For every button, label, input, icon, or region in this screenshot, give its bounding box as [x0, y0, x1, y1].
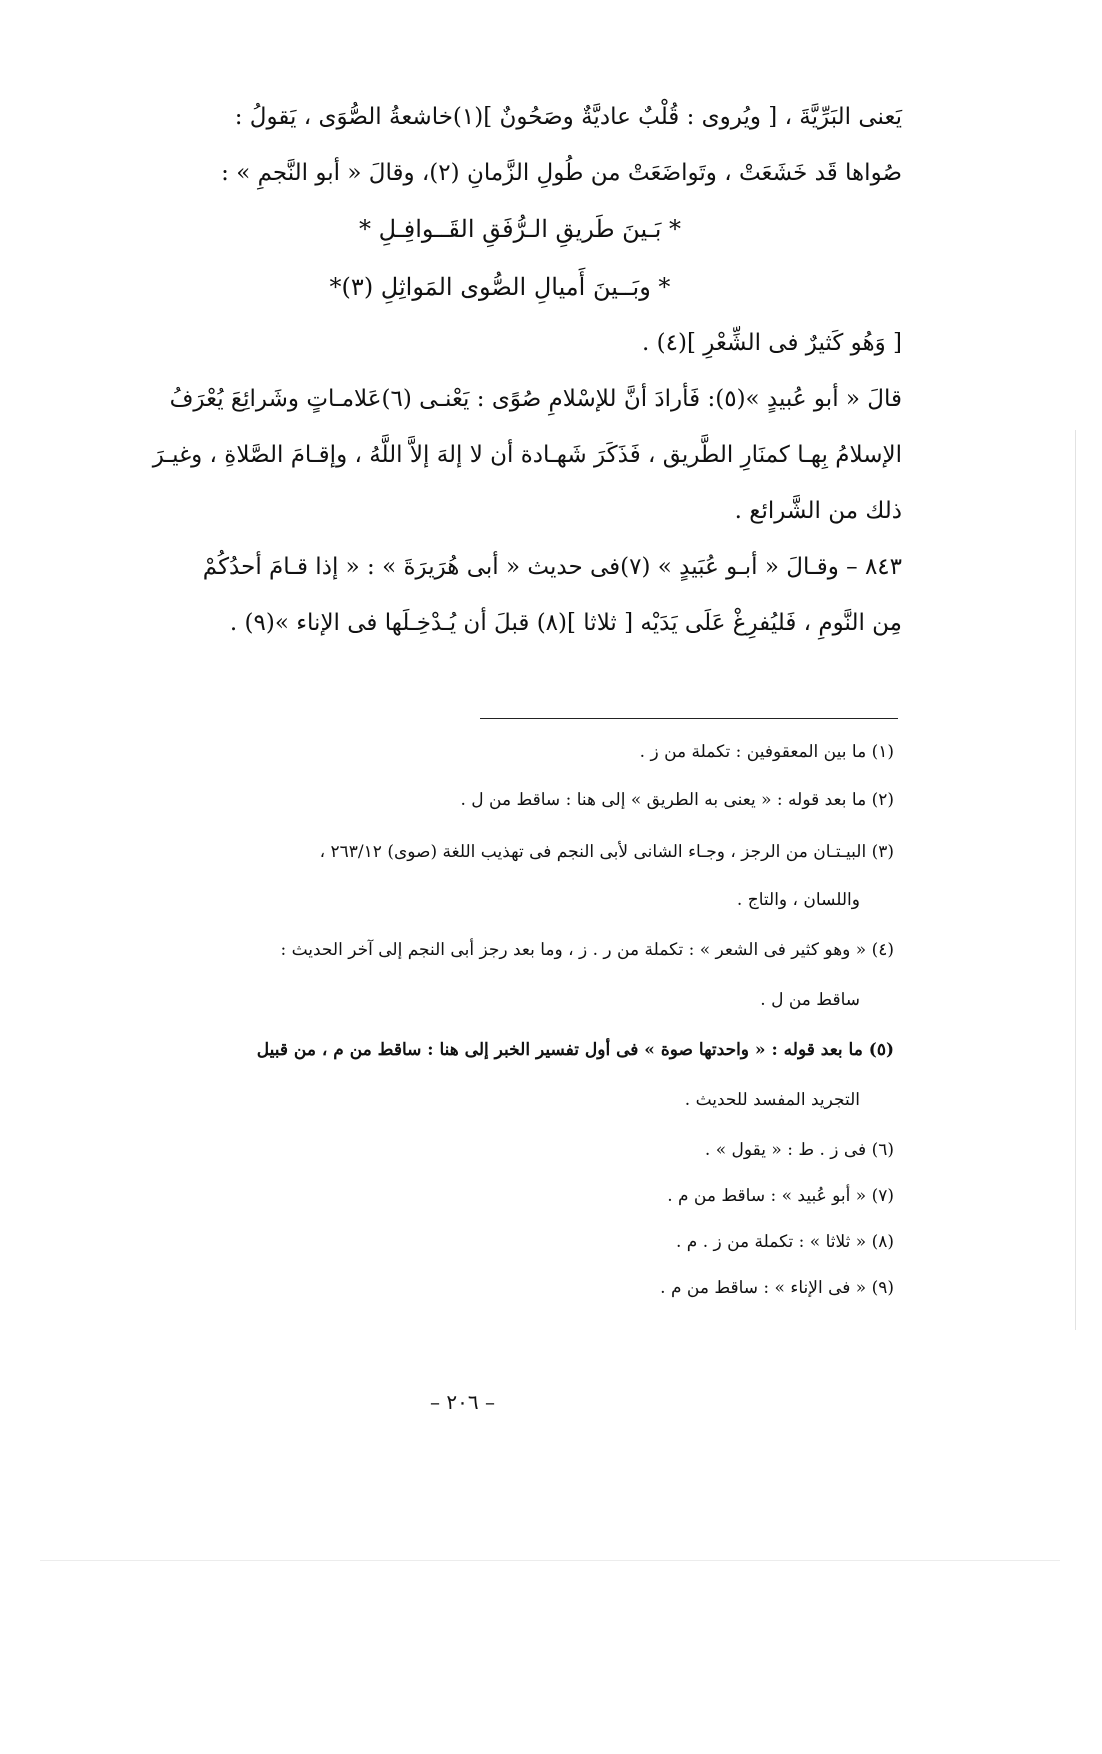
- footnote-8: (٨) « ثلاثا » : تكملة من ز . م .: [675, 1232, 894, 1252]
- page-number: – ٢٠٦ –: [430, 1390, 495, 1414]
- footnote-9: (٩) « فى الإناء » : ساقط من م .: [660, 1278, 894, 1298]
- footnote-5-continued: التجريد المفسد للحديث .: [684, 1090, 860, 1110]
- verse-line-1: * بَـينَ طَريقِ الـرُّفَقِ القَــوافِـلِ *: [358, 215, 682, 243]
- footnote-3: (٣) البيـتـان من الرجز ، وجـاء الشانى لأبى النجم فى تهذيب اللغة (صوى) ٢٦٣/١٢ ،: [319, 842, 894, 862]
- verse-line-2: * وبَــينَ أَميالِ الصُّوى المَواثِلِ (٣)*: [329, 273, 671, 301]
- text-line-6: ذلك من الشَّرائع .: [734, 498, 902, 524]
- text-line-3: [ وَهُو كَثيرٌ فى الشِّعْرِ ](٤) .: [642, 330, 902, 356]
- scan-edge-mark: [1075, 430, 1076, 1330]
- text-line-2: صُواها قَد خَشَعَتْ ، وتَواضَعَتْ من طُولِ الزَّمانِ (٢)، وقالَ « أبو النَّجمِ » :: [221, 160, 902, 186]
- footnote-7: (٧) « أبو عُبيد » : ساقط من م .: [667, 1186, 894, 1206]
- footnote-1: (١) ما بين المعقوفين : تكملة من ز .: [639, 742, 894, 762]
- footnote-6: (٦) فى ز . ط : « يقول » .: [704, 1140, 894, 1160]
- text-line-1: يَعنى البَرِّيَّةَ ، [ ويُروى : قُلْبٌ عاديَّةٌ وصَحُونٌ ](١)خاشعةُ الصُّوَى ، يَقولُ :: [234, 104, 902, 130]
- footnote-4: (٤) « وهو كثير فى الشعر » : تكملة من ر . ز ، وما بعد رجز أبى النجم إلى آخر الحديث :: [280, 940, 894, 960]
- scan-noise-line: [40, 1560, 1060, 1561]
- text-line-5: الإسلامُ بِهـا كمنَارِ الطَّريق ، فَذَكَرَ شَهـادة أن لا إلهَ إلاَّ اللَّهُ ، وإقـامَ الصَّلاةِ ، وغيـرَ: [152, 442, 902, 468]
- text-line-7: ٨٤٣ – وقـالَ « أبـو عُبَيدٍ » (٧)فى حديث « أبى هُرَيرَةَ » : « إذا قـامَ أحدُكُمْ: [202, 554, 902, 580]
- text-line-8: مِن النَّومِ ، فَليُفرِغْ عَلَى يَدَيْه [ ثلاثا ](٨) قبلَ أن يُـدْخِـلَها فى الإناء »(٩) .: [229, 610, 902, 636]
- footnote-4-continued: ساقط من ل .: [760, 990, 860, 1010]
- footnote-5: (٥) ما بعد قوله : « واحدتها صوة » فى أول تفسير الخبر إلى هنا : ساقط من م ، من قبيل: [256, 1040, 894, 1060]
- footnote-3-continued: واللسان ، والتاج .: [736, 890, 860, 910]
- footnote-2: (٢) ما بعد قوله : « يعنى به الطريق » إلى هنا : ساقط من ل .: [460, 790, 894, 810]
- footnote-separator: [480, 718, 898, 719]
- text-line-4: قالَ « أبو عُبيدٍ »(٥): فَأرادَ أنَّ للإسْلامِ صُوًى : يَعْنـى (٦)عَلامـاتٍ وشَرائِعَ يُعْرَفُ: [169, 386, 902, 412]
